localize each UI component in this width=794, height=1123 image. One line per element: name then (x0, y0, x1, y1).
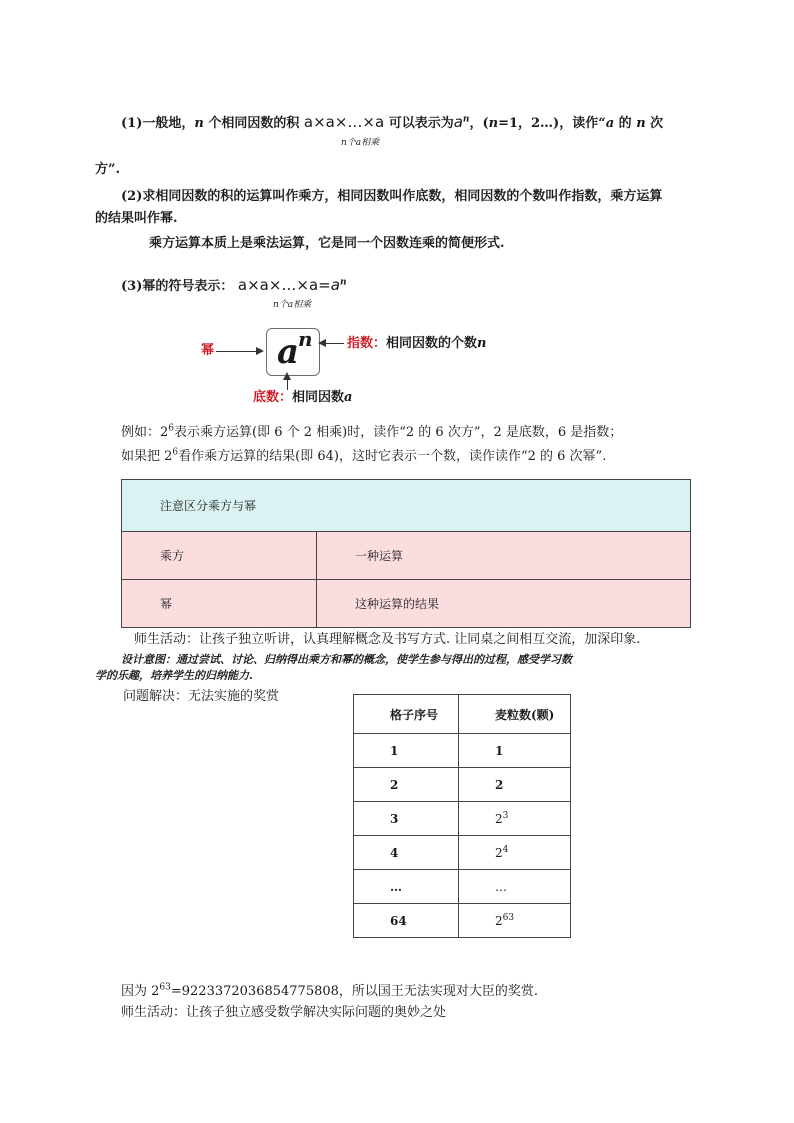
arrow-head-bottom (283, 372, 291, 380)
table-row: 4 $2^4$ (354, 836, 571, 870)
problem-title: 问题解决：无法实施的奖赏 (123, 689, 280, 704)
para2-line2: 的结果叫作幂. (95, 211, 178, 226)
label-exponent: 指数：相同因数的个数n (347, 336, 487, 351)
table-row: 3 $2^3$ (354, 802, 571, 836)
table-header-row (354, 695, 571, 734)
header-cell-index: 格子序号 (354, 695, 459, 734)
underbrace-label-1: n个a相乘 (341, 138, 380, 148)
table-header-cell: 注意区分乘方与幂 (122, 480, 691, 532)
note-line: 乘方运算本质上是乘法运算，它是同一个因数连乘的简便形式. (149, 236, 505, 251)
desc-cell: 这种运算的结果 (317, 580, 691, 628)
table-row: 1 1 (354, 734, 571, 768)
table-row (122, 532, 691, 580)
arrow-head-right (318, 339, 326, 347)
product-expression: a×a×…×a (303, 113, 385, 131)
label-base: 底数：相同因数a (253, 390, 353, 405)
example-line1: 例如：$2^6$表示乘方运算(即 6 个 2 相乘)时，读作“2 的 6 次方”，2 是底数，6 是指数； (121, 423, 623, 440)
term-cell: 幂 (122, 580, 317, 628)
power-vs-exponent-table (121, 479, 691, 628)
design-intent-line2: 学的乐趣，培养学生的归纳能力. (95, 669, 253, 682)
wheat-grain-table (353, 694, 571, 938)
power-notation-box (266, 328, 320, 376)
activity-1: 师生活动：让孩子独立听讲，认真理解概念及书写方式. 让同桌之间相互交流，加深印象. (134, 632, 641, 647)
para2-line1: (2)求相同因数的积的运算叫作乘方，相同因数叫作底数，相同因数的个数叫作指数，乘方运算 (121, 189, 663, 204)
underbrace-label-2: n个a相乘 (273, 300, 312, 310)
para3-line: (3)幂的符号表示： $a\times a\times\dots\times a=a^n$ (121, 276, 347, 294)
conclusion-line: 因为 $2^{63}=9223372036854775808$，所以国王无法实现对大臣的奖赏. (121, 982, 539, 999)
header-cell-count: 麦粒数(颗) (459, 695, 571, 734)
table-row: 64 $2^{63}$ (354, 904, 571, 938)
label-power: 幂 (201, 343, 215, 358)
design-intent-line1: 设计意图：通过尝试、讨论、归纳得出乘方和幂的概念，使学生参与得出的过程，感受学习数 (121, 653, 572, 666)
example-line2: 如果把 $2^6$看作乘方运算的结果(即 64)，这时它表示一个数，读作读作“2 的 6 次幂”. (121, 447, 607, 464)
table-row: … … (354, 870, 571, 904)
para1-line1: (1)一般地，n 个相同因数的积 a×a×…×a 可以表示为$a^n$，(n=1，2…)，读作“a 的 n 次 (121, 113, 664, 131)
activity-2: 师生活动：让孩子独立感受数学解决实际问题的奥妙之处 (121, 1005, 447, 1020)
para1-line2: 方”. (95, 162, 121, 177)
arrow-head-left (256, 347, 264, 355)
term-cell: 乘方 (122, 532, 317, 580)
product-expression-2: a×a×…×a (237, 276, 319, 294)
power-exponent: n (298, 327, 313, 351)
table-row (122, 580, 691, 628)
table-row: 2 2 (354, 768, 571, 802)
power-base: a (277, 332, 300, 372)
table-header-row (122, 480, 691, 532)
desc-cell: 一种运算 (317, 532, 691, 580)
